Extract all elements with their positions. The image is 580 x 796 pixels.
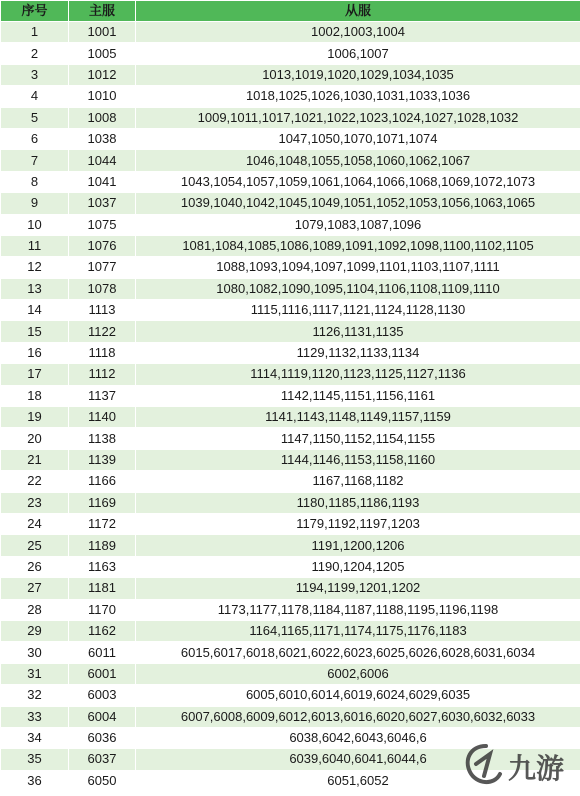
cell-main-server: 1170 bbox=[69, 599, 136, 620]
cell-index: 15 bbox=[1, 321, 69, 342]
table-row bbox=[1, 43, 580, 64]
cell-main-server: 1038 bbox=[69, 128, 136, 149]
cell-sub-servers: 1018,1025,1026,1030,1031,1033,1036 bbox=[136, 86, 580, 107]
table-row bbox=[1, 428, 580, 449]
cell-index: 20 bbox=[1, 428, 69, 449]
cell-index: 21 bbox=[1, 449, 69, 470]
table-row bbox=[1, 407, 580, 428]
cell-index: 27 bbox=[1, 578, 69, 599]
cell-sub-servers: 1088,1093,1094,1097,1099,1101,1103,1107,1111 bbox=[136, 257, 580, 278]
cell-sub-servers: 1046,1048,1055,1058,1060,1062,1067 bbox=[136, 150, 580, 171]
cell-sub-servers: 1002,1003,1004 bbox=[136, 22, 580, 43]
table-row bbox=[1, 150, 580, 171]
cell-sub-servers: 1147,1150,1152,1154,1155 bbox=[136, 428, 580, 449]
cell-main-server: 6004 bbox=[69, 706, 136, 727]
cell-index: 29 bbox=[1, 620, 69, 641]
cell-index: 10 bbox=[1, 214, 69, 235]
table-row bbox=[1, 107, 580, 128]
cell-sub-servers: 1129,1132,1133,1134 bbox=[136, 342, 580, 363]
cell-main-server: 1163 bbox=[69, 556, 136, 577]
cell-index: 26 bbox=[1, 556, 69, 577]
table-row bbox=[1, 128, 580, 149]
cell-index: 36 bbox=[1, 770, 69, 791]
table-row bbox=[1, 578, 580, 599]
table-header bbox=[1, 1, 580, 22]
cell-sub-servers: 6015,6017,6018,6021,6022,6023,6025,6026,6028,6031,6034 bbox=[136, 642, 580, 663]
cell-main-server: 1044 bbox=[69, 150, 136, 171]
cell-index: 23 bbox=[1, 492, 69, 513]
cell-sub-servers: 1194,1199,1201,1202 bbox=[136, 578, 580, 599]
cell-sub-servers: 1114,1119,1120,1123,1125,1127,1136 bbox=[136, 364, 580, 385]
cell-sub-servers: 6039,6040,6041,6044,6 bbox=[136, 749, 580, 770]
cell-sub-servers: 1191,1200,1206 bbox=[136, 535, 580, 556]
cell-sub-servers: 1039,1040,1042,1045,1049,1051,1052,1053,1056,1063,1065 bbox=[136, 193, 580, 214]
cell-index: 19 bbox=[1, 407, 69, 428]
cell-main-server: 6001 bbox=[69, 663, 136, 684]
cell-index: 28 bbox=[1, 599, 69, 620]
cell-sub-servers: 6005,6010,6014,6019,6024,6029,6035 bbox=[136, 685, 580, 706]
cell-main-server: 1113 bbox=[69, 300, 136, 321]
cell-index: 17 bbox=[1, 364, 69, 385]
cell-index: 31 bbox=[1, 663, 69, 684]
cell-index: 25 bbox=[1, 535, 69, 556]
cell-main-server: 6037 bbox=[69, 749, 136, 770]
cell-main-server: 1172 bbox=[69, 513, 136, 534]
cell-main-server: 6011 bbox=[69, 642, 136, 663]
cell-sub-servers: 1141,1143,1148,1149,1157,1159 bbox=[136, 407, 580, 428]
table-row bbox=[1, 749, 580, 770]
cell-main-server: 1137 bbox=[69, 385, 136, 406]
cell-main-server: 1112 bbox=[69, 364, 136, 385]
table-row bbox=[1, 642, 580, 663]
cell-sub-servers: 1079,1083,1087,1096 bbox=[136, 214, 580, 235]
cell-sub-servers: 1126,1131,1135 bbox=[136, 321, 580, 342]
header-main-server: 主服 bbox=[69, 1, 136, 22]
cell-main-server: 1169 bbox=[69, 492, 136, 513]
table-row bbox=[1, 193, 580, 214]
cell-index: 8 bbox=[1, 171, 69, 192]
cell-index: 34 bbox=[1, 727, 69, 748]
table-row bbox=[1, 706, 580, 727]
cell-main-server: 1075 bbox=[69, 214, 136, 235]
cell-index: 1 bbox=[1, 22, 69, 43]
cell-main-server: 1010 bbox=[69, 86, 136, 107]
cell-main-server: 6003 bbox=[69, 685, 136, 706]
cell-index: 5 bbox=[1, 107, 69, 128]
table-row bbox=[1, 556, 580, 577]
cell-sub-servers: 1180,1185,1186,1193 bbox=[136, 492, 580, 513]
cell-index: 4 bbox=[1, 86, 69, 107]
table-row bbox=[1, 364, 580, 385]
table-row bbox=[1, 535, 580, 556]
table-row bbox=[1, 620, 580, 641]
cell-sub-servers: 1006,1007 bbox=[136, 43, 580, 64]
cell-sub-servers: 1179,1192,1197,1203 bbox=[136, 513, 580, 534]
header-sub-servers: 从服 bbox=[136, 1, 580, 22]
cell-sub-servers: 1009,1011,1017,1021,1022,1023,1024,1027,1028,1032 bbox=[136, 107, 580, 128]
cell-main-server: 1037 bbox=[69, 193, 136, 214]
cell-index: 18 bbox=[1, 385, 69, 406]
cell-sub-servers: 1144,1146,1153,1158,1160 bbox=[136, 449, 580, 470]
cell-index: 6 bbox=[1, 128, 69, 149]
table-row bbox=[1, 599, 580, 620]
cell-main-server: 1078 bbox=[69, 278, 136, 299]
cell-main-server: 1122 bbox=[69, 321, 136, 342]
cell-index: 9 bbox=[1, 193, 69, 214]
cell-index: 14 bbox=[1, 300, 69, 321]
cell-main-server: 1181 bbox=[69, 578, 136, 599]
cell-main-server: 6036 bbox=[69, 727, 136, 748]
cell-index: 2 bbox=[1, 43, 69, 64]
cell-main-server: 1041 bbox=[69, 171, 136, 192]
header-row bbox=[1, 1, 580, 22]
cell-index: 11 bbox=[1, 235, 69, 256]
cell-index: 35 bbox=[1, 749, 69, 770]
table-row bbox=[1, 471, 580, 492]
watermark-text: 九游 bbox=[508, 752, 565, 785]
cell-index: 13 bbox=[1, 278, 69, 299]
table-row bbox=[1, 727, 580, 748]
cell-main-server: 1166 bbox=[69, 471, 136, 492]
table-row bbox=[1, 214, 580, 235]
cell-index: 32 bbox=[1, 685, 69, 706]
cell-index: 12 bbox=[1, 257, 69, 278]
cell-main-server: 1162 bbox=[69, 620, 136, 641]
cell-main-server: 1139 bbox=[69, 449, 136, 470]
cell-sub-servers: 6038,6042,6043,6046,6 bbox=[136, 727, 580, 748]
table-row bbox=[1, 513, 580, 534]
cell-sub-servers: 1115,1116,1117,1121,1124,1128,1130 bbox=[136, 300, 580, 321]
cell-sub-servers: 1047,1050,1070,1071,1074 bbox=[136, 128, 580, 149]
cell-sub-servers: 6007,6008,6009,6012,6013,6016,6020,6027,6030,6032,6033 bbox=[136, 706, 580, 727]
table-body bbox=[1, 22, 580, 792]
table-row bbox=[1, 685, 580, 706]
table-row bbox=[1, 22, 580, 43]
cell-index: 30 bbox=[1, 642, 69, 663]
cell-main-server: 1076 bbox=[69, 235, 136, 256]
cell-main-server: 1138 bbox=[69, 428, 136, 449]
cell-sub-servers: 1190,1204,1205 bbox=[136, 556, 580, 577]
cell-main-server: 1005 bbox=[69, 43, 136, 64]
cell-sub-servers: 6002,6006 bbox=[136, 663, 580, 684]
table-row bbox=[1, 257, 580, 278]
cell-main-server: 1008 bbox=[69, 107, 136, 128]
cell-main-server: 1077 bbox=[69, 257, 136, 278]
table-row bbox=[1, 64, 580, 85]
cell-main-server: 1001 bbox=[69, 22, 136, 43]
cell-main-server: 6050 bbox=[69, 770, 136, 791]
table-row bbox=[1, 385, 580, 406]
cell-index: 7 bbox=[1, 150, 69, 171]
cell-index: 33 bbox=[1, 706, 69, 727]
cell-sub-servers: 1043,1054,1057,1059,1061,1064,1066,1068,1069,1072,1073 bbox=[136, 171, 580, 192]
table-row bbox=[1, 235, 580, 256]
table-row bbox=[1, 300, 580, 321]
table-row bbox=[1, 663, 580, 684]
cell-index: 22 bbox=[1, 471, 69, 492]
cell-sub-servers: 1080,1082,1090,1095,1104,1106,1108,1109,1110 bbox=[136, 278, 580, 299]
cell-main-server: 1189 bbox=[69, 535, 136, 556]
cell-sub-servers: 1013,1019,1020,1029,1034,1035 bbox=[136, 64, 580, 85]
cell-sub-servers: 6051,6052 bbox=[136, 770, 580, 791]
header-index: 序号 bbox=[1, 1, 69, 22]
cell-sub-servers: 1142,1145,1151,1156,1161 bbox=[136, 385, 580, 406]
table-row bbox=[1, 171, 580, 192]
cell-index: 24 bbox=[1, 513, 69, 534]
table-row bbox=[1, 770, 580, 791]
cell-main-server: 1140 bbox=[69, 407, 136, 428]
cell-index: 3 bbox=[1, 64, 69, 85]
cell-sub-servers: 1167,1168,1182 bbox=[136, 471, 580, 492]
table-row bbox=[1, 278, 580, 299]
table-row bbox=[1, 342, 580, 363]
table-row bbox=[1, 86, 580, 107]
table-row bbox=[1, 492, 580, 513]
cell-sub-servers: 1164,1165,1171,1174,1175,1176,1183 bbox=[136, 620, 580, 641]
cell-main-server: 1118 bbox=[69, 342, 136, 363]
cell-main-server: 1012 bbox=[69, 64, 136, 85]
cell-sub-servers: 1081,1084,1085,1086,1089,1091,1092,1098,1100,1102,1105 bbox=[136, 235, 580, 256]
table-row bbox=[1, 449, 580, 470]
cell-sub-servers: 1173,1177,1178,1184,1187,1188,1195,1196,1198 bbox=[136, 599, 580, 620]
cell-index: 16 bbox=[1, 342, 69, 363]
table-row bbox=[1, 321, 580, 342]
